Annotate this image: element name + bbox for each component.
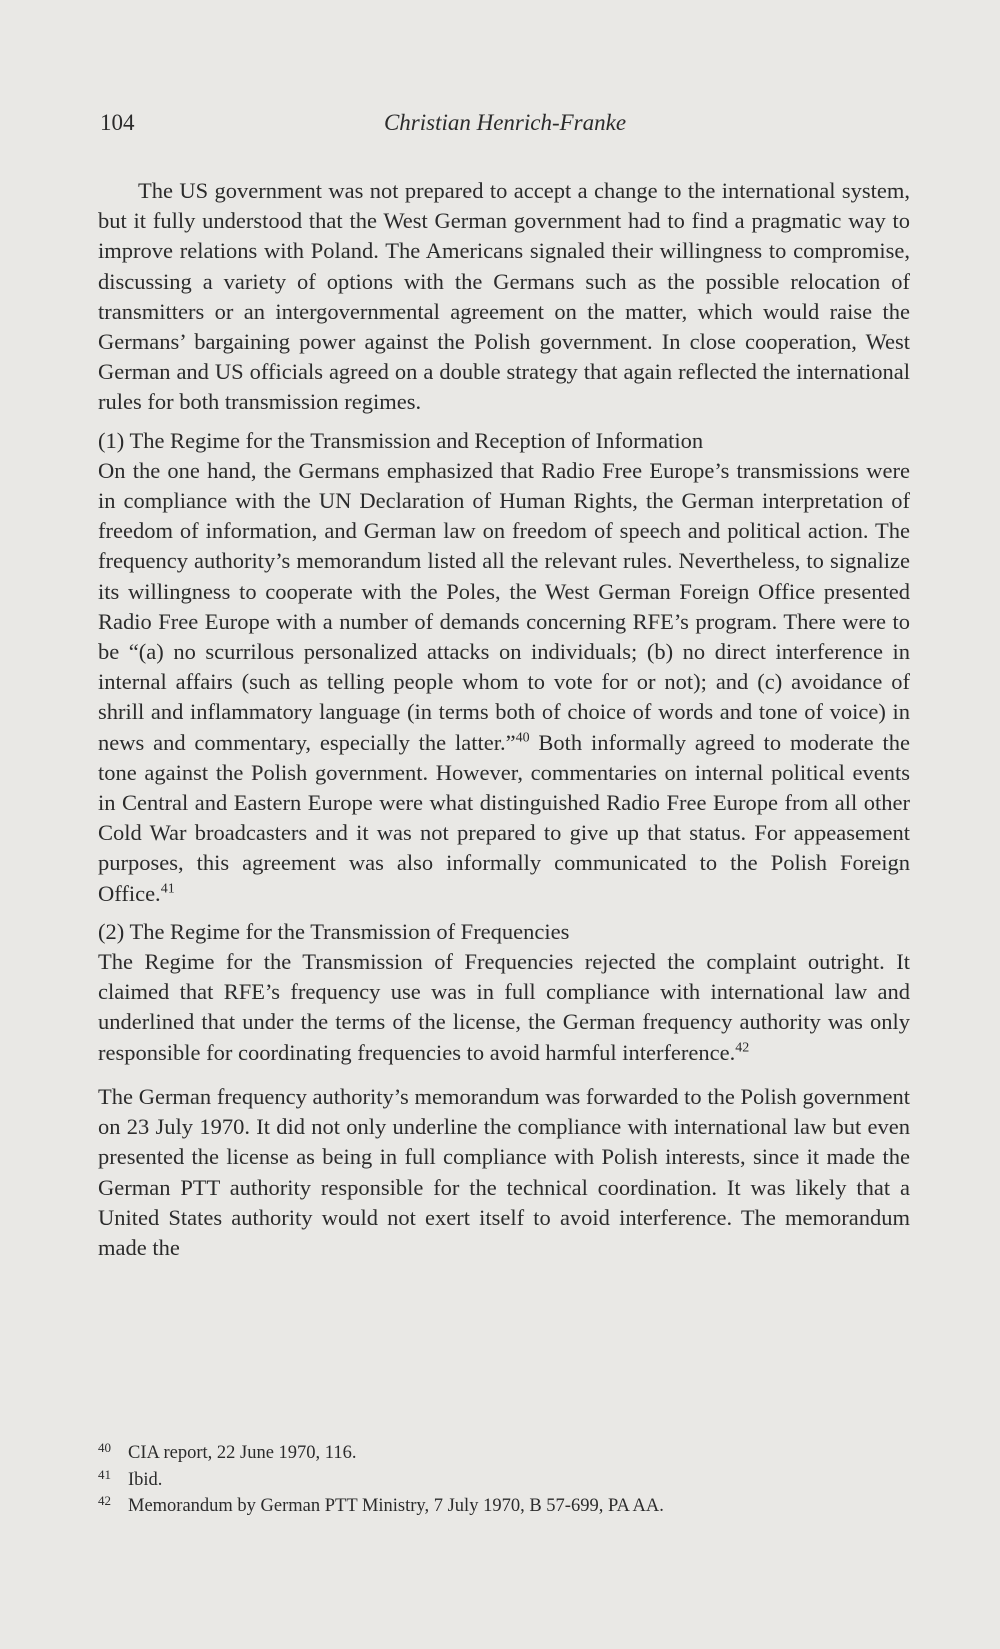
section-heading-1: (1) The Regime for the Transmission and Reception of Information — [98, 427, 704, 453]
footnote-number: 42 — [98, 1493, 111, 1508]
footnote-text: CIA report, 22 June 1970, 116. — [128, 1443, 357, 1463]
footnote-number: 40 — [98, 1440, 111, 1455]
footnote-ref-41[interactable]: 41 — [160, 881, 175, 897]
footnote-40 — [98, 1440, 910, 1467]
paragraph-2 — [98, 456, 910, 909]
page-number: 104 — [100, 110, 135, 135]
footnote-42 — [98, 1493, 910, 1520]
footnote-ref-40[interactable]: 40 — [515, 730, 530, 746]
footnote-number: 41 — [98, 1466, 111, 1482]
paragraph-3 — [98, 947, 910, 1068]
body-text — [98, 176, 910, 1263]
paragraph-3-text: The Regime for the Transmission of Frequencies rejected the complaint outright. It claimed that RFE’s frequency use was in full compliance with international law and underlined that under the terms of the license, the German frequency authority was only responsible for coordinating frequencies to avoid harmful interference. — [98, 949, 910, 1065]
paragraph-2-part-2: Both informally agreed to moderate the tone against the Polish government. However, commentaries on internal political events in Central and Eastern Europe were what distinguished Radio Free Europe from all other Cold War broadcasters and it was not prepared to give up that status. For appeasement purposes, this agreement was also informally communicated to the Polish Foreign Office. — [98, 729, 910, 906]
section-heading-2: (2) The Regime for the Transmission of Frequencies — [98, 918, 570, 944]
paragraph-2-part-1: On the one hand, the Germans emphasized that Radio Free Europe’s transmissions were in compliance with the UN Declaration of Human Rights, the German interpretation of freedom of information, and German law on freedom of speech and political action. The frequency authority’s memorandum listed all the relevant rules. Nevertheless, to signalize its willingness to cooperate with the Poles, the West German Foreign Office presented Radio Free Europe with a number of demands concerning RFE’s program. There were to be “(a) no scurrilous personalized attacks on individuals; (b) no direct interference in internal affairs (such as telling people whom to vote for or not); and (c) avoidance of shrill and inflammatory language (in terms both of choice of words and tone of voice) in news and commentary, especially the latter.” — [98, 457, 910, 755]
running-head: Christian Henrich-Franke — [383, 110, 627, 135]
footnotes — [98, 1440, 910, 1520]
footnote-text: Ibid. — [128, 1469, 163, 1490]
page-header — [100, 110, 910, 140]
paragraph-1: The US government was not prepared to accept a change to the international system, but it fully understood that the West German government had to find a pragmatic way to improve relations with Poland. The Americans signaled their willingness to compromise, discussing a variety of options with the Germans such as the possible relocation of transmitters or an intergovernmental agreement on the matter, which would raise the Germans’ bargaining power against the Polish government. In close cooperation, West German and US officials agreed on a double strategy that again reflected the international rules for both transmission regimes. — [98, 178, 910, 415]
footnote-41 — [98, 1467, 910, 1494]
footnote-text: Memorandum by German PTT Ministry, 7 July 1970, B 57-699, PA AA. — [128, 1496, 664, 1516]
footnote-ref-42[interactable]: 42 — [735, 1040, 750, 1056]
paragraph-4: The German frequency authority’s memorandum was forwarded to the Polish government on 23 July 1970. It did not only underline the compliance with international law but even presented the license as being in full compliance with Polish interests, since it made the German PTT authority responsible for the technical coordination. It was likely that a United States authority would not exert itself to avoid interference. The memorandum made the — [98, 1083, 910, 1260]
